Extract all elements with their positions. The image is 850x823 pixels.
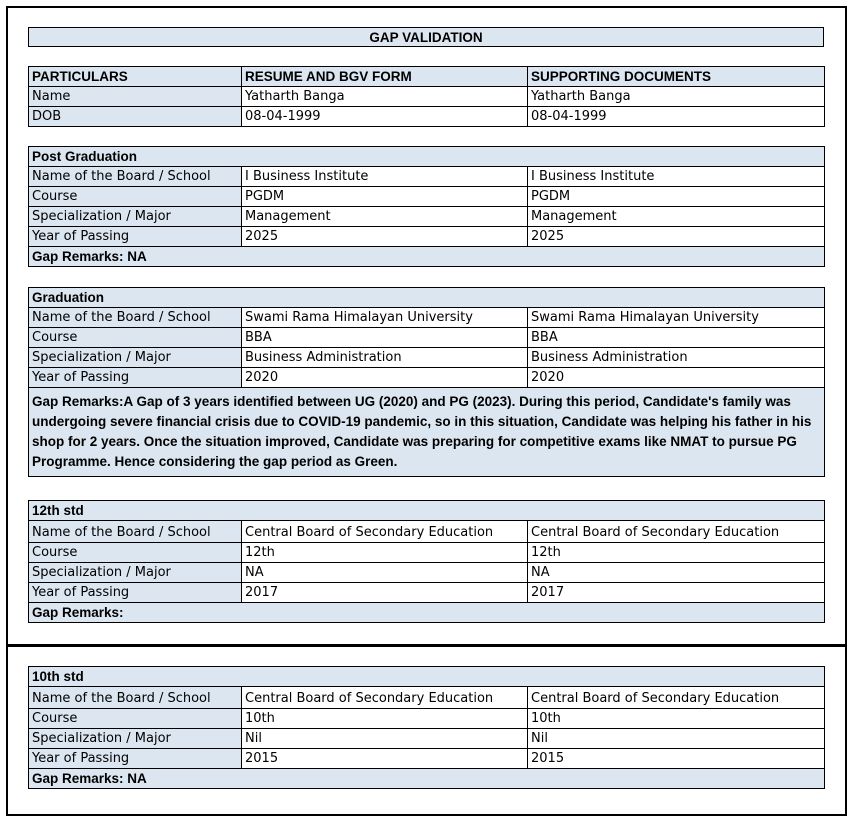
section-heading: 12th std [29, 501, 825, 521]
table-row [29, 543, 825, 563]
resume-value: 2020 [242, 368, 528, 388]
resume-value: 2017 [242, 583, 528, 603]
table-row [29, 368, 825, 388]
docs-value: PGDM [528, 187, 825, 207]
docs-value: 2017 [528, 583, 825, 603]
docs-value: NA [528, 563, 825, 583]
table-row [29, 207, 825, 227]
resume-value: PGDM [242, 187, 528, 207]
page-title: GAP VALIDATION [28, 27, 824, 47]
section-heading: 10th std [29, 667, 825, 687]
post-graduation-section [28, 146, 824, 267]
docs-value: 08-04-1999 [528, 107, 825, 127]
row-label: Course [29, 187, 242, 207]
row-label: Year of Passing [29, 583, 242, 603]
docs-value: Nil [528, 729, 825, 749]
resume-value: Nil [242, 729, 528, 749]
row-label: Specialization / Major [29, 563, 242, 583]
tenth-section [28, 666, 824, 789]
row-label: Course [29, 543, 242, 563]
resume-value: BBA [242, 328, 528, 348]
resume-value: 08-04-1999 [242, 107, 528, 127]
row-label: DOB [29, 107, 242, 127]
table-row [29, 107, 825, 127]
table-row [29, 348, 825, 368]
header-docs: SUPPORTING DOCUMENTS [528, 67, 825, 87]
docs-value: Swami Rama Himalayan University [528, 308, 825, 328]
graduation-section [28, 287, 824, 477]
row-label: Name of the Board / School [29, 167, 242, 187]
row-label: Specialization / Major [29, 348, 242, 368]
twelfth-section [28, 500, 824, 623]
table-row [29, 709, 825, 729]
row-label: Year of Passing [29, 227, 242, 247]
resume-value: Yatharth Banga [242, 87, 528, 107]
row-label: Name of the Board / School [29, 308, 242, 328]
row-label: Course [29, 709, 242, 729]
docs-value: BBA [528, 328, 825, 348]
resume-value: Business Administration [242, 348, 528, 368]
header-resume: RESUME AND BGV FORM [242, 67, 528, 87]
gap-remarks: Gap Remarks:A Gap of 3 years identified between UG (2020) and PG (2023). During this period, Candidate's family was undergoing severe financial crisis due to COVID-19 pandemic, so in this situation, Candidate was helping his father in his shop for 2 years. Once the situation improved, Candidate was preparing for competitive exams like NMAT to pursue PG Programme. Hence considering the gap period as Green. [29, 388, 825, 477]
gap-remarks: Gap Remarks: NA [29, 769, 825, 789]
table-row [29, 521, 825, 543]
row-label: Year of Passing [29, 749, 242, 769]
docs-value: Yatharth Banga [528, 87, 825, 107]
header-row [29, 67, 825, 87]
docs-value: 12th [528, 543, 825, 563]
docs-value: 2015 [528, 749, 825, 769]
docs-value: I Business Institute [528, 167, 825, 187]
row-label: Specialization / Major [29, 729, 242, 749]
row-label: Name [29, 87, 242, 107]
resume-value: I Business Institute [242, 167, 528, 187]
docs-value: 2020 [528, 368, 825, 388]
row-label: Name of the Board / School [29, 687, 242, 709]
gap-remarks: Gap Remarks: NA [29, 247, 825, 267]
row-label: Year of Passing [29, 368, 242, 388]
table-row [29, 187, 825, 207]
row-label: Name of the Board / School [29, 521, 242, 543]
table-row [29, 227, 825, 247]
resume-value: 12th [242, 543, 528, 563]
resume-value: NA [242, 563, 528, 583]
row-label: Specialization / Major [29, 207, 242, 227]
resume-value: Management [242, 207, 528, 227]
docs-value: Central Board of Secondary Education [528, 521, 825, 543]
resume-value: 2025 [242, 227, 528, 247]
table-row [29, 167, 825, 187]
header-particulars: PARTICULARS [29, 67, 242, 87]
resume-value: Central Board of Secondary Education [242, 687, 528, 709]
table-row [29, 729, 825, 749]
gap-remarks: Gap Remarks: [29, 603, 825, 623]
docs-value: 2025 [528, 227, 825, 247]
section-heading: Graduation [29, 288, 825, 308]
section-heading: Post Graduation [29, 147, 825, 167]
resume-value: Swami Rama Himalayan University [242, 308, 528, 328]
docs-value: Management [528, 207, 825, 227]
docs-value: 10th [528, 709, 825, 729]
table-row [29, 87, 825, 107]
docs-value: Central Board of Secondary Education [528, 687, 825, 709]
resume-value: 10th [242, 709, 528, 729]
table-row [29, 687, 825, 709]
personal-details-table [28, 66, 824, 127]
row-label: Course [29, 328, 242, 348]
table-row [29, 583, 825, 603]
table-row [29, 308, 825, 328]
resume-value: 2015 [242, 749, 528, 769]
table-row [29, 749, 825, 769]
table-row [29, 563, 825, 583]
docs-value: Business Administration [528, 348, 825, 368]
resume-value: Central Board of Secondary Education [242, 521, 528, 543]
table-row [29, 328, 825, 348]
